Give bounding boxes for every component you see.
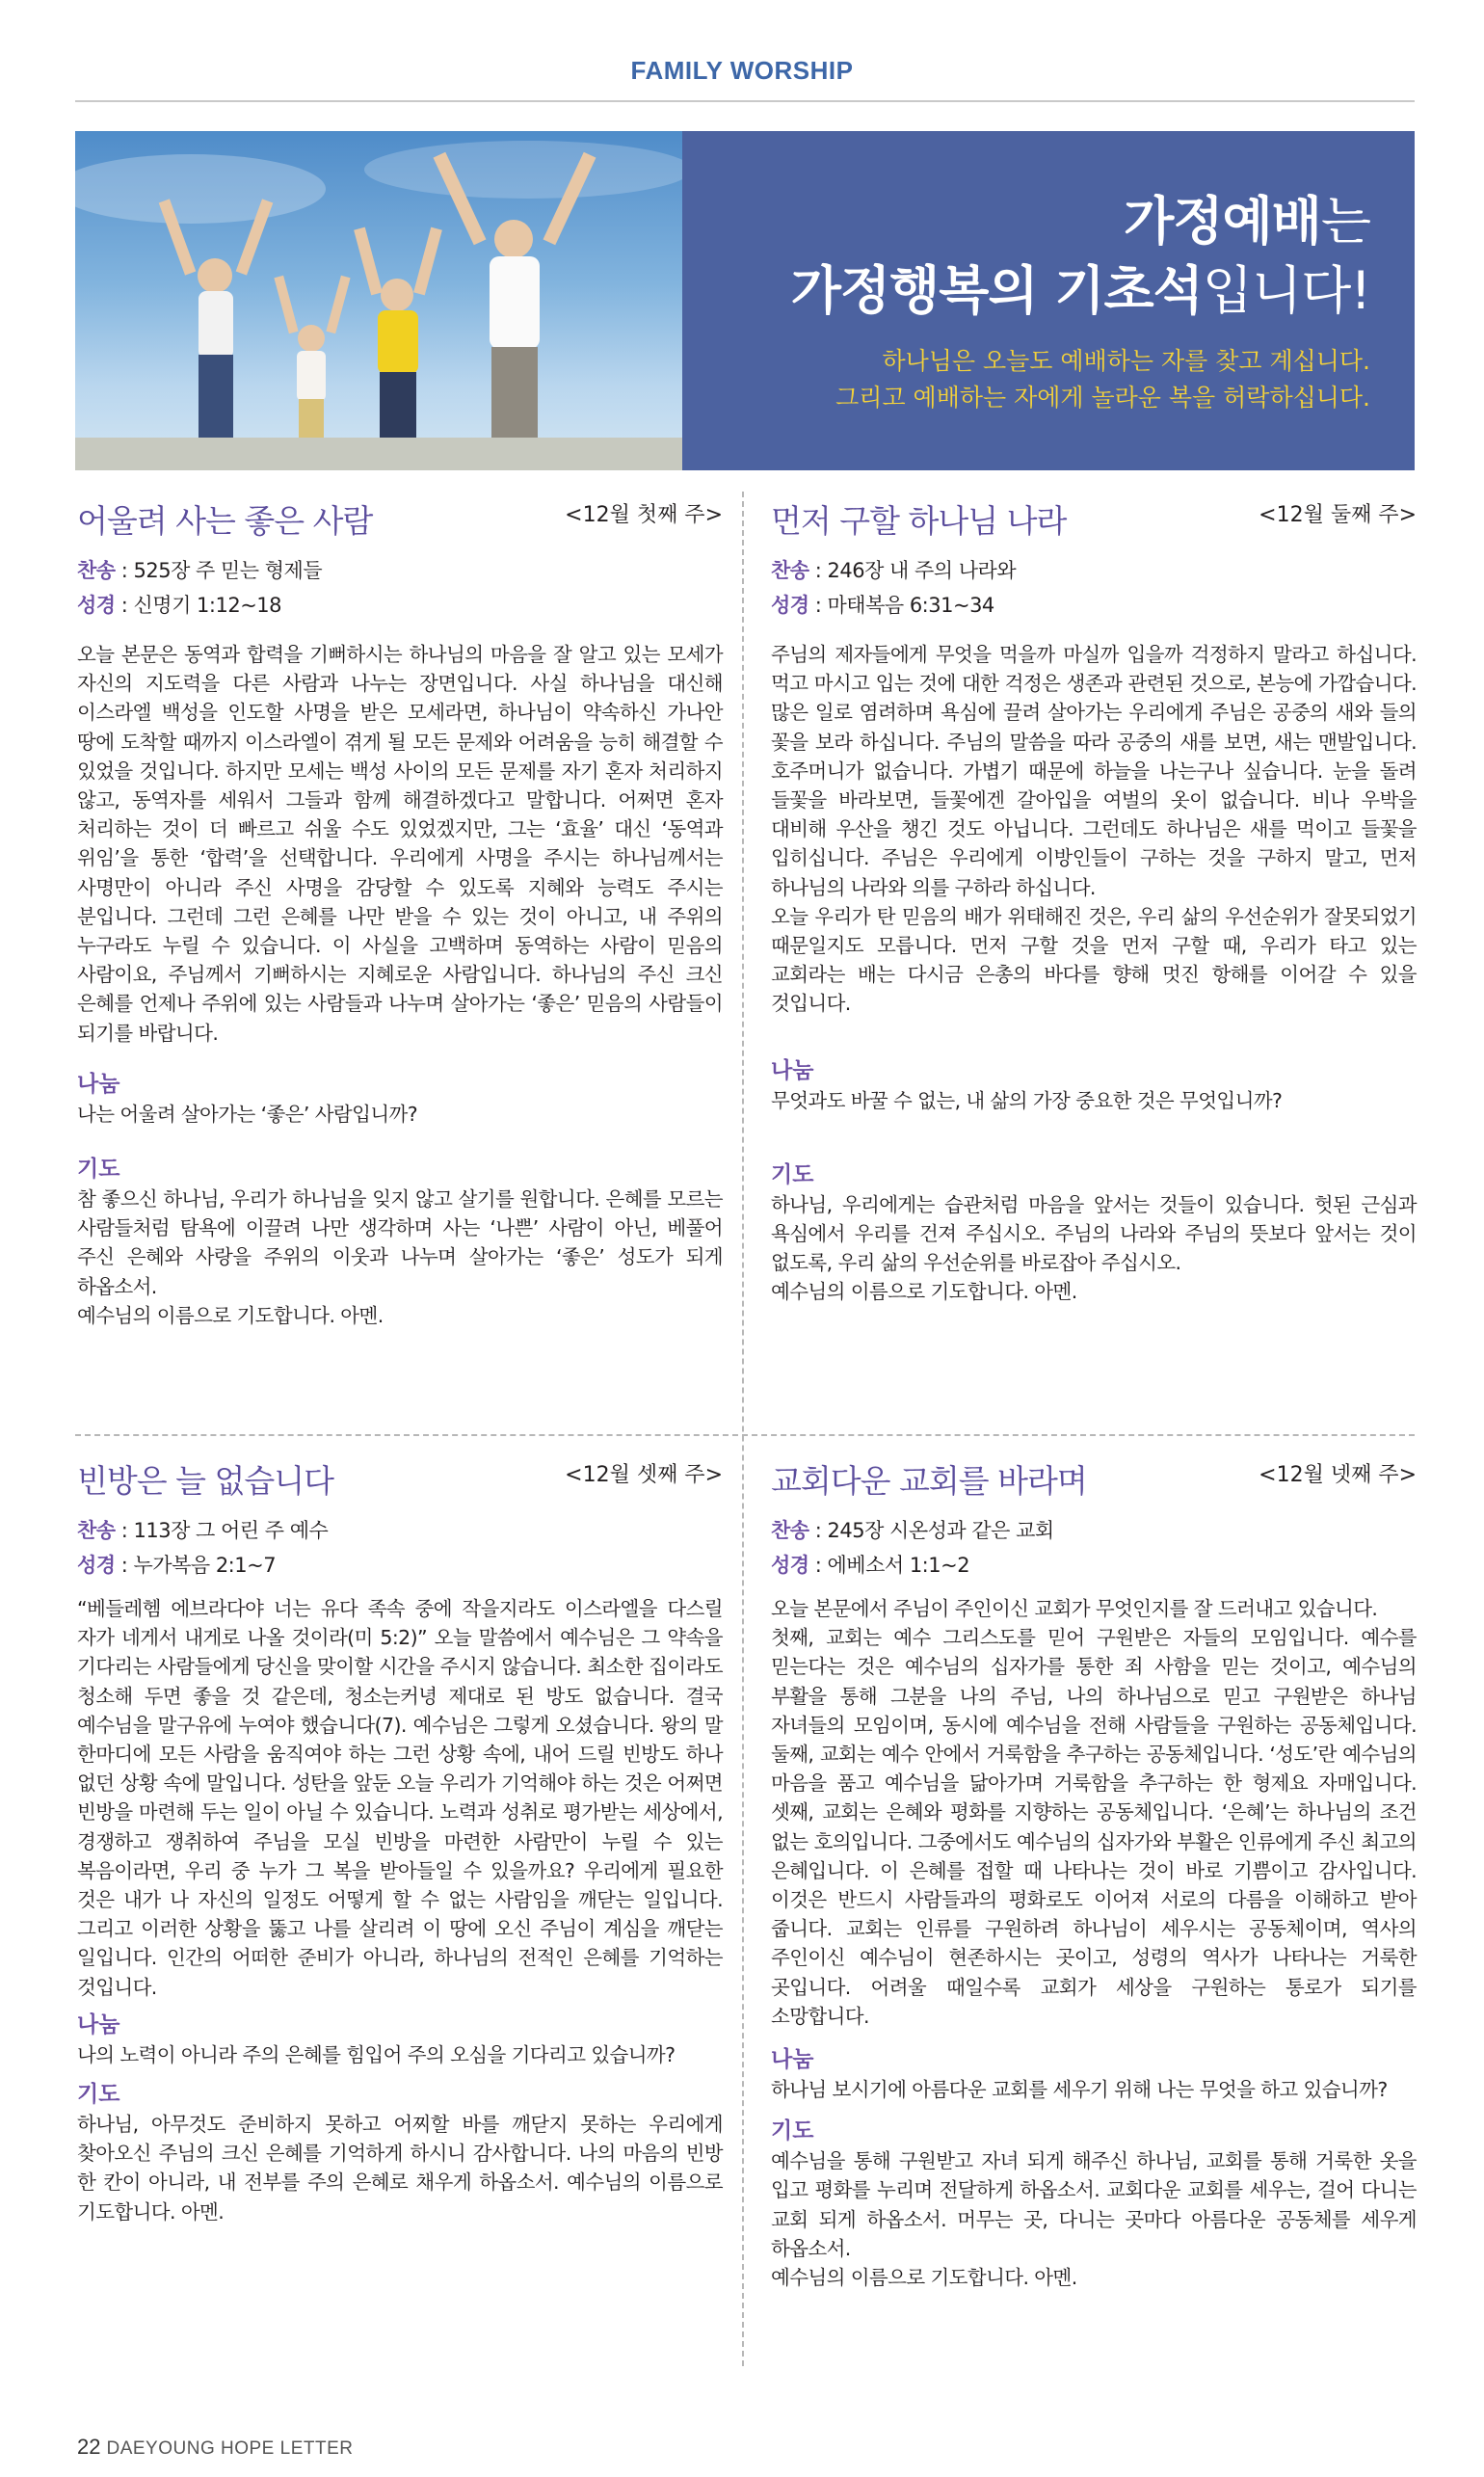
share-text: 하나님 보시기에 아름다운 교회를 세우기 위해 나는 무엇을 하고 있습니까?: [771, 2078, 1388, 2102]
section-body: [77, 1594, 723, 2002]
header-divider: [75, 100, 1415, 102]
column-divider: [742, 492, 744, 2366]
section-body: [771, 1594, 1417, 2031]
devotion-section: [771, 497, 1417, 1307]
scripture-value: : 누가복음 2:1~7: [115, 1554, 277, 1577]
section-week: <12월 넷째 주>: [1259, 1463, 1417, 1487]
banner-subtitle: [835, 343, 1370, 416]
scripture-value: : 에베소서 1:1~2: [808, 1554, 970, 1577]
prayer-paragraph: 하나님, 아무것도 준비하지 못하고 어찌할 바를 깨닫지 못하는 우리에게 찾아오신 주님의 크신 은혜를 기억하게 하시니 감사합니다. 나의 마음의 빈방 한 칸이 아니라, 내 전부를 주의 은혜로 채우게 하옵소서. 예수님의 이름으로 기도합니다. 아멘.: [77, 2113, 723, 2224]
share-label: 나눔: [77, 2011, 120, 2038]
prayer-paragraph: 예수님의 이름으로 기도합니다. 아멘.: [771, 2266, 1077, 2290]
banner-title-part: 입니다!: [1202, 260, 1370, 321]
hymn-value: : 246장 내 주의 나라와: [808, 559, 1017, 582]
share-text: 무엇과도 바꿀 수 없는, 내 삶의 가장 중요한 것은 무엇입니까?: [771, 1088, 1283, 1112]
page-footer: [77, 2435, 353, 2460]
page-number: 22: [77, 2435, 101, 2459]
scripture-key: 성경: [771, 1554, 809, 1577]
hymn-key: 찬송: [771, 559, 809, 582]
section-title: 빈방은 늘 없습니다: [77, 1462, 334, 1500]
banner-subtitle-line: 하나님은 오늘도 예배하는 자를 찾고 계십니다.: [882, 347, 1370, 375]
hymn-value: : 525장 주 믿는 형제들: [115, 559, 323, 582]
scripture-value: : 신명기 1:12~18: [115, 594, 282, 617]
prayer-paragraph: 하나님, 우리에게는 습관처럼 마음을 앞서는 것들이 있습니다. 헛된 근심과 욕심에서 우리를 건져 주십시오. 주님의 나라와 주님의 뜻보다 앞서는 것이 없도록, 우리 삶의 우선순위를 바로잡아 주십시오.: [771, 1192, 1417, 1275]
scripture-key: 성경: [77, 594, 116, 617]
share-label: 나눔: [771, 1057, 814, 1083]
body-paragraph: 첫째, 교회는 예수 그리스도를 믿어 구원받은 자들의 모임입니다. 예수를 믿는다는 것은 예수님의 십자가를 통한 죄 사함을 믿는 것이고, 예수님의 부활을 통해 그분을 나의 주님, 나의 하나님으로 믿고 구원받은 하나님 자녀들의 모임이며, 동시에 예수님을 전해 사람들을 구원하는 공동체입니다. 둘째, 교회는 예수 안에서 거룩함을 추구하는 공동체입니다. ‘성도’란 예수님의 마음을 품고 예수님을 닮아가며 거룩함을 추구하는 한 형제요 자매입니다. 셋째, 교회는 은혜와 평화를 지향하는 공동체입니다. ‘은혜’는 하나님의 조건 없는 호의입니다. 그중에서도 예수님의 십자가와 부활은 인류에게 주신 최고의 은혜입니다. 이 은혜를 접할 때 나타나는 것이 바로 기쁨이고 감사입니다. 이것은 반드시 사람들과의 평화로도 이어져 서로의 다름을 이해하고 받아 줍니다. 교회는 인류를 구원하려 하나님이 세우시는 공동체이며, 역사의 주인이신 예수님이 현존하시는 곳이고, 성령의 역사가 나타나는 거룩한 곳입니다. 어려울 때일수록 교회가 세상을 구원하는 통로가 되기를 소망합니다.: [771, 1626, 1417, 2028]
body-paragraph: 주님의 제자들에게 무엇을 먹을까 마실까 입을까 걱정하지 말라고 하십니다. 먹고 마시고 입는 것에 대한 걱정은 생존과 관련된 것으로, 본능에 가깝습니다. 많은 일로 염려하며 욕심에 끌려 살아가는 우리에게 주님은 공중의 새와 들의 꽃을 보라 하십니다. 주님의 말씀을 따라 공중의 새를 보면, 새는 맨발입니다. 호주머니가 없습니다. 가볍기 때문에 하늘을 나는구나 싶습니다. 눈을 돌려 들꽃을 바라보면, 들꽃에겐 갈아입을 여벌의 옷이 없습니다. 비나 우박을 대비해 우산을 챙긴 것도 아닙니다. 그런데도 하나님은 새를 먹이고 들꽃을 입히십니다. 주님은 우리에게 이방인들이 구하는 것을 구하지 말고, 먼저 하나님의 나라와 의를 구하라 하십니다.: [771, 643, 1417, 899]
prayer-label: 기도: [77, 2082, 120, 2108]
devotion-section: [77, 497, 723, 1330]
family-silhouette-illustration: [75, 131, 682, 470]
prayer-label: 기도: [771, 1161, 814, 1187]
scripture-key: 성경: [771, 594, 809, 617]
hymn-key: 찬송: [77, 1519, 116, 1542]
prayer-paragraph: 예수님의 이름으로 기도합니다. 아멘.: [771, 1280, 1077, 1304]
prayer-paragraph: 참 좋으신 하나님, 우리가 하나님을 잊지 않고 살기를 원합니다. 은혜를 모르는 사람들처럼 탐욕에 이끌려 나만 생각하며 사는 ‘나쁜’ 사람이 아닌, 베풀어 주신 은혜와 사랑을 주위의 이웃과 나누며 살아가는 ‘좋은’ 성도가 되게 하옵소서.: [77, 1187, 723, 1298]
section-title: 교회다운 교회를 바라며: [771, 1462, 1087, 1500]
hymn-key: 찬송: [771, 1519, 809, 1542]
section-week: <12월 둘째 주>: [1259, 503, 1417, 527]
hymn-value: : 113장 그 어린 주 예수: [115, 1519, 329, 1542]
section-week: <12월 첫째 주>: [565, 503, 723, 527]
family-photo: [75, 131, 682, 470]
hymn-value: : 245장 시온성과 같은 교회: [808, 1519, 1054, 1542]
share-label: 나눔: [77, 1071, 120, 1097]
banner-text-panel: [682, 131, 1415, 470]
share-text: 나는 어울려 살아가는 ‘좋은’ 사람입니까?: [77, 1102, 418, 1126]
prayer-paragraph: 예수님을 통해 구원받고 자녀 되게 해주신 하나님, 교회를 통해 거룩한 옷을 입고 평화를 누리며 전달하게 하옵소서. 교회다운 교회를 세우는, 걸어 다니는 교회 되게 하옵소서. 머무는 곳, 다니는 곳마다 아름다운 공동체를 세우게 하옵소서.: [771, 2149, 1417, 2260]
section-week: <12월 셋째 주>: [565, 1463, 723, 1487]
body-paragraph: 오늘 우리가 탄 믿음의 배가 위태해진 것은, 우리 삶의 우선순위가 잘못되었기 때문일지도 모릅니다. 먼저 구할 것을 먼저 구할 때, 우리가 타고 있는 교회라는 배는 다시금 은총의 바다를 향해 멋진 항해를 이어갈 수 있을 것입니다.: [771, 904, 1417, 1016]
devotion-section: [77, 1457, 723, 2226]
body-paragraph: 오늘 본문은 동역과 합력을 기뻐하시는 하나님의 마음을 잘 알고 있는 모세가 자신의 지도력을 다른 사람과 나누는 장면입니다. 사실 하나님을 대신해 이스라엘 백성을 인도할 사명을 받은 모세라면, 하나님이 약속하신 가나안 땅에 도착할 때까지 이스라엘이 겪게 될 모든 문제와 어려움을 능히 해결할 수 있었을 것입니다. 하지만 모세는 백성 사이의 모든 문제를 자기 혼자 처리하지 않고, 동역자를 세워서 그들과 함께 해결하겠다고 말합니다. 어쩌면 혼자 처리하는 것이 더 빠르고 쉬울 수도 있었겠지만, 그는 ‘효율’ 대신 ‘동역과 위임’을 통한 ‘합력’을 선택합니다. 우리에게 사명을 주시는 하나님께서는 사명만이 아니라 주신 사명을 감당할 수 있도록 지혜와 능력도 주시는 분입니다. 그런데 그런 은혜를 나만 받을 수 있는 것이 아니고, 내 주위의 누구라도 누릴 수 있습니다. 이 사실을 고백하며 동역하는 사람이 믿음의 사람이요, 주님께서 기뻐하시는 지혜로운 사람입니다. 하나님의 주신 크신 은혜를 언제나 주위에 있는 사람들과 나누며 살아가는 ‘좋은’ 믿음의 사람들이 되기를 바랍니다.: [77, 643, 723, 1045]
section-body: [771, 640, 1417, 1019]
section-body: [77, 640, 723, 1048]
share-label: 나눔: [771, 2047, 814, 2073]
hero-banner: [75, 131, 1415, 470]
body-paragraph: “베들레헴 에브라다야 너는 유다 족속 중에 작을지라도 이스라엘을 다스릴 자가 네게서 내게로 나올 것이라(미 5:2)” 오늘 말씀에서 예수님은 그 약속을 기다리는 사람들에게 당신을 맞이할 시간을 주시지 않습니다. 최소한 집이라도 청소해 두면 좋을 것 같은데, 청소는커녕 제대로 된 방도 없습니다. 결국 예수님을 말구유에 누여야 했습니다(7). 예수님은 그렇게 오셨습니다. 왕의 말 한마디에 모든 사람을 움직여야 하는 그런 상황 속에, 내어 드릴 빈방도 하나 없던 상황 속에 말입니다. 성탄을 앞둔 오늘 우리가 기억해야 하는 것은 어쩌면 빈방을 마련해 두는 일이 아닐 수 있습니다. 노력과 성취로 평가받는 세상에서, 경쟁하고 쟁취하여 주님을 모실 빈방을 마련한 사람만이 누릴 수 있는 복음이라면, 우리 중 누가 그 복을 받아들일 수 있을까요? 우리에게 필요한 것은 내가 나 자신의 일정도 어떻게 할 수 없는 사람임을 깨닫는 일입니다. 그리고 이러한 상황을 뚫고 나를 살리려 이 땅에 오신 주님이 계심을 깨닫는 일입니다. 인간의 어떠한 준비가 아니라, 하나님의 전적인 은혜를 기억하는 것입니다.: [77, 1597, 723, 1999]
row-divider: [75, 1434, 1415, 1436]
banner-subtitle-line: 그리고 예배하는 자에게 놀라운 복을 허락하십니다.: [835, 384, 1370, 412]
footer-brand: DAEYOUNG HOPE LETTER: [106, 2438, 354, 2459]
devotion-section: [771, 1457, 1417, 2292]
banner-title: [791, 187, 1370, 326]
share-text: 나의 노력이 아니라 주의 은혜를 힘입어 주의 오심을 기다리고 있습니까?: [77, 2042, 676, 2066]
prayer-label: 기도: [77, 1157, 120, 1183]
scripture-key: 성경: [77, 1554, 116, 1577]
prayer-label: 기도: [771, 2118, 814, 2144]
scripture-value: : 마태복음 6:31~34: [808, 594, 994, 617]
hymn-key: 찬송: [77, 559, 116, 582]
prayer-paragraph: 예수님의 이름으로 기도합니다. 아멘.: [77, 1303, 384, 1327]
banner-title-part: 는: [1320, 191, 1370, 252]
header-label: FAMILY WORSHIP: [630, 56, 854, 85]
section-title: 어울려 사는 좋은 사람: [77, 502, 373, 540]
banner-title-part: 가정행복의 기초석: [790, 260, 1203, 321]
section-title: 먼저 구할 하나님 나라: [771, 502, 1067, 540]
body-paragraph: 오늘 본문에서 주님이 주인이신 교회가 무엇인지를 잘 드러내고 있습니다.: [771, 1597, 1378, 1620]
banner-title-part: 가정예배: [1124, 191, 1321, 252]
